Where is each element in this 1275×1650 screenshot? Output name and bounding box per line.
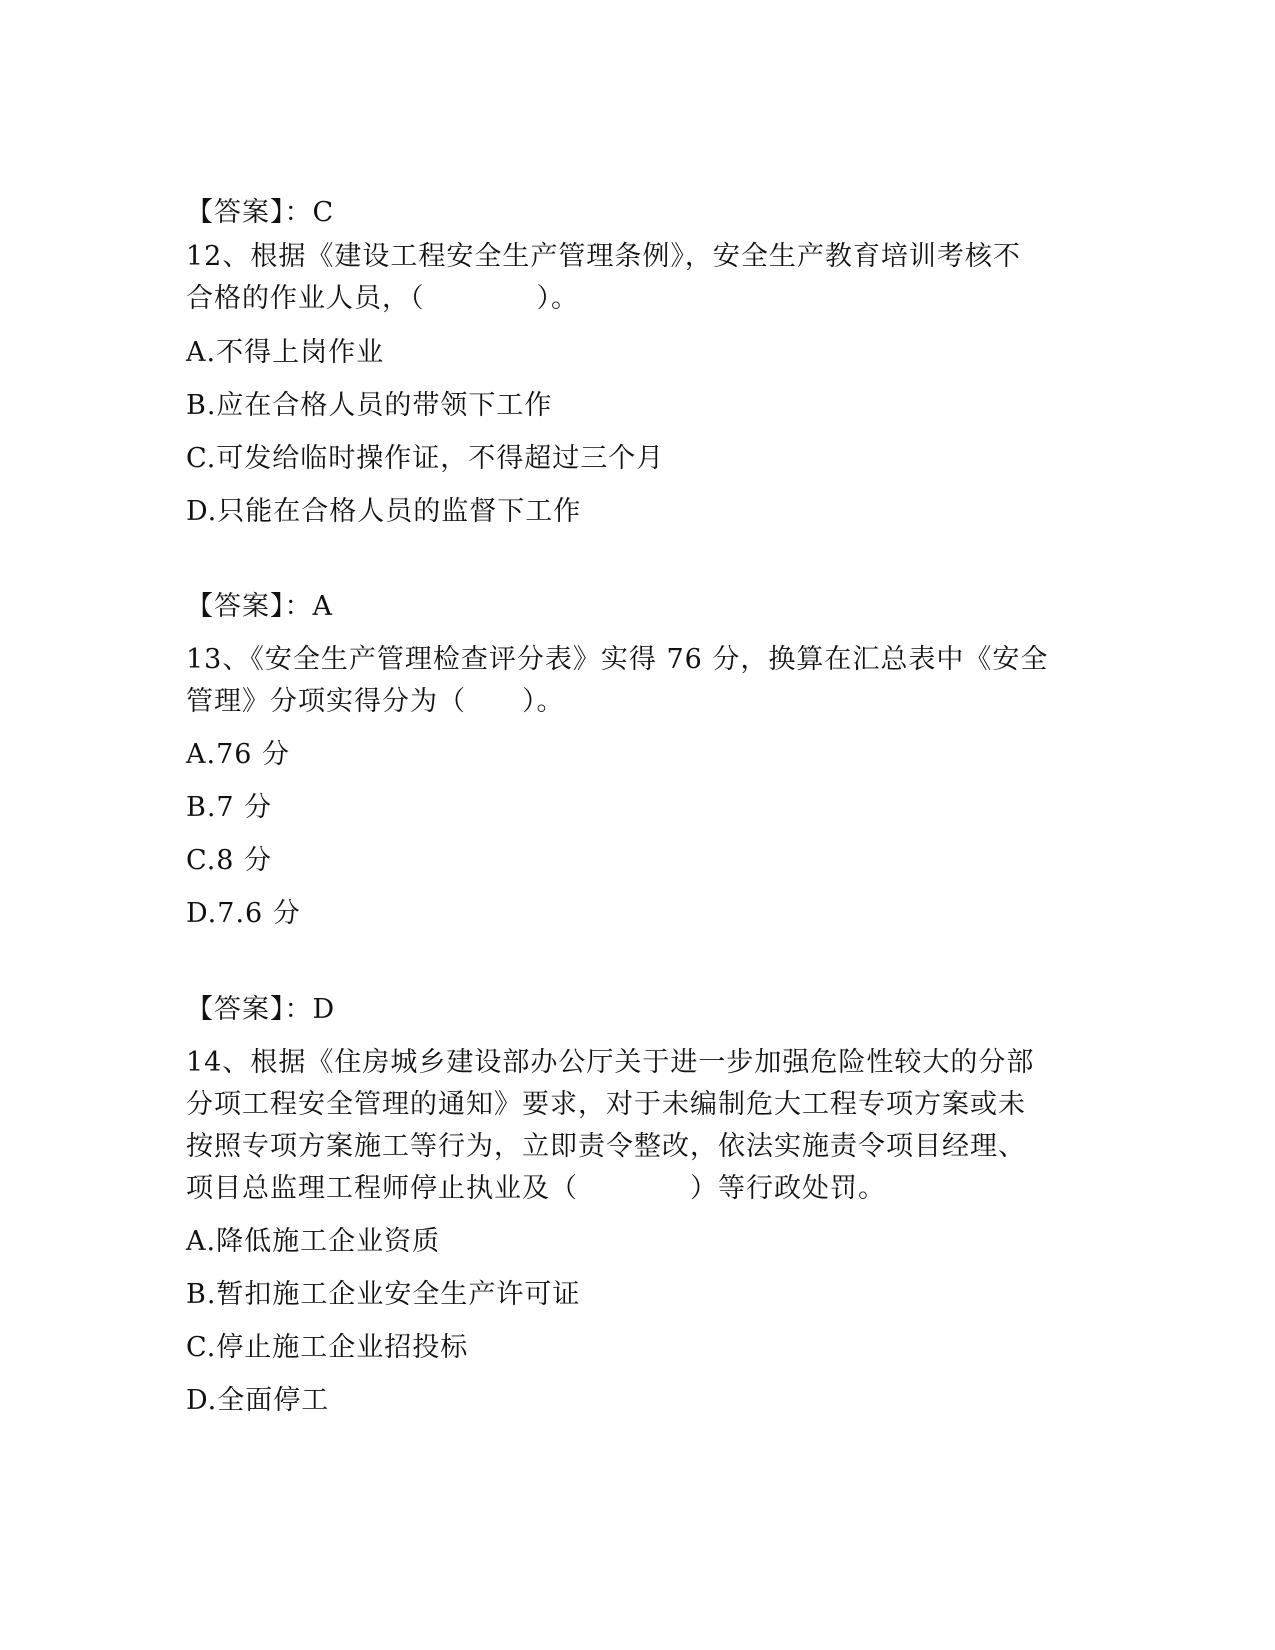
question-12-option-a: A.不得上岗作业: [186, 337, 385, 368]
question-13-option-c: C.8 分: [186, 845, 273, 876]
question-13-option-a: A.76 分: [186, 739, 291, 770]
question-12-option-b: B.应在合格人员的带领下工作: [186, 390, 553, 421]
question-12-stem-line-2: 合格的作业人员，（ ）。: [186, 283, 579, 314]
answer-label: 【答案】：C: [186, 197, 335, 228]
question-14-option-d: D.全面停工: [186, 1385, 330, 1416]
question-13-option-d: D.7.6 分: [186, 898, 301, 929]
question-13-stem-line-1: 13、《安全生产管理检查评分表》实得 76 分，换算在汇总表中《安全: [186, 644, 1049, 675]
question-12-option-d: D.只能在合格人员的监督下工作: [186, 496, 582, 527]
question-13-option-b: B.7 分: [186, 792, 273, 823]
question-14-stem-line-1: 14、根据《住房城乡建设部办公厅关于进一步加强危险性较大的分部: [186, 1047, 1035, 1078]
question-14-option-c: C.停止施工企业招投标: [186, 1332, 469, 1363]
question-13-stem-line-2: 管理》分项实得分为（ ）。: [186, 686, 565, 717]
question-12-option-c: C.可发给临时操作证，不得超过三个月: [186, 443, 665, 474]
question-14-option-a: A.降低施工企业资质: [186, 1226, 441, 1257]
question-14-option-b: B.暂扣施工企业安全生产许可证: [186, 1279, 581, 1310]
question-14-stem-line-3: 按照专项方案施工等行为，立即责令整改，依法实施责令项目经理、: [186, 1131, 1026, 1162]
question-14-stem-line-2: 分项工程安全管理的通知》要求，对于未编制危大工程专项方案或未: [186, 1089, 1026, 1120]
answer-label: 【答案】：D: [186, 994, 336, 1025]
question-12-stem-line-1: 12、根据《建设工程安全生产管理条例》，安全生产教育培训考核不: [186, 241, 1021, 272]
question-14-stem-line-4: 项目总监理工程师停止执业及（ ）等行政处罚。: [186, 1173, 886, 1204]
answer-label: 【答案】：A: [186, 591, 333, 622]
